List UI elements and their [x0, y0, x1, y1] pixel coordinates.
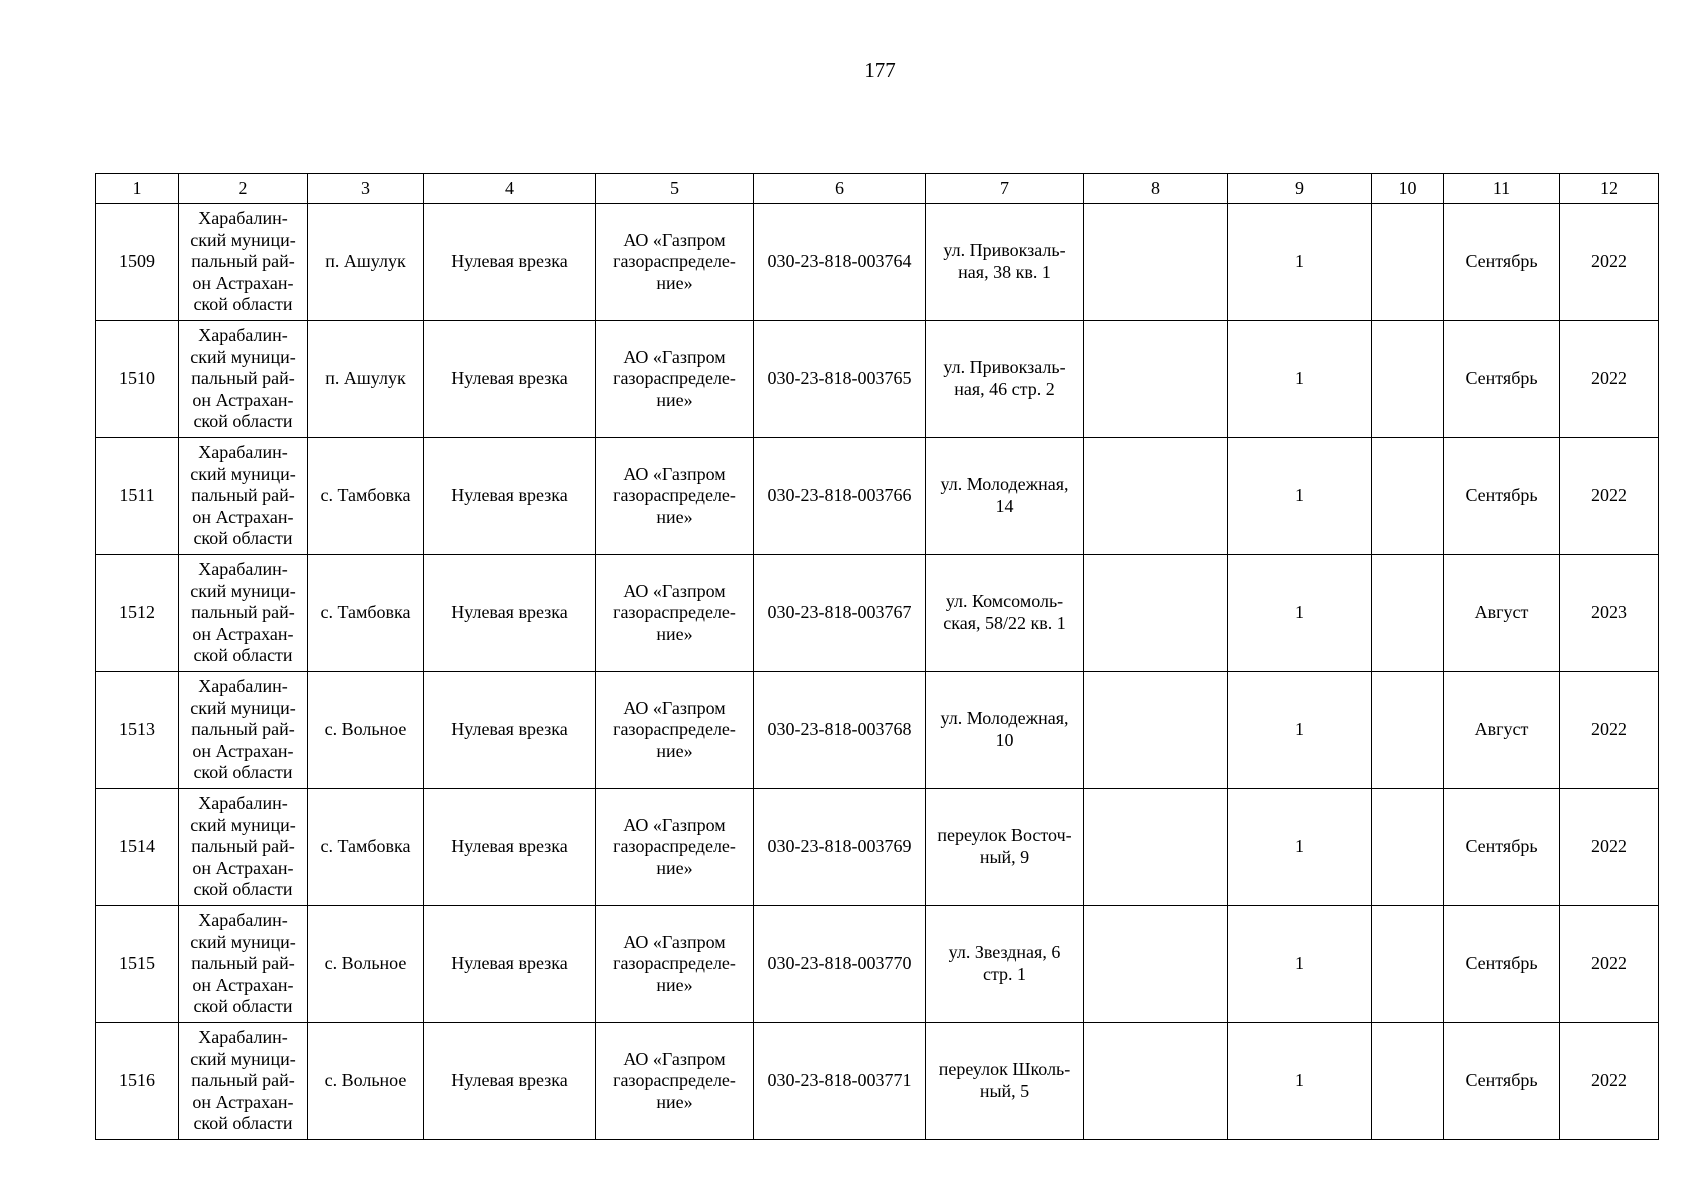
organization-cell — [596, 438, 754, 555]
district-cell — [179, 438, 308, 555]
connection-type-cell: Нулевая врезка — [424, 204, 596, 321]
district-cell-line: он Астрахан- — [192, 974, 294, 995]
row-number-cell: 1516 — [96, 1023, 179, 1140]
row-number-cell: 1513 — [96, 672, 179, 789]
district-cell-line: пальный рай- — [191, 251, 295, 272]
quantity-cell: 1 — [1228, 906, 1372, 1023]
connection-type-cell: Нулевая врезка — [424, 672, 596, 789]
district-cell-line: Харабалин- — [198, 910, 288, 931]
column-header-8: 8 — [1084, 174, 1228, 204]
header-row — [96, 174, 1659, 204]
district-cell-line: ской области — [193, 411, 293, 432]
organization-cell-line: ние» — [656, 740, 693, 761]
address-cell — [926, 438, 1084, 555]
column-8-cell — [1084, 789, 1228, 906]
district-cell-line: пальный рай- — [191, 836, 295, 857]
address-cell-line: ный, 5 — [979, 1081, 1030, 1101]
connection-type-cell: Нулевая врезка — [424, 789, 596, 906]
address-cell-line: ул. Комсомоль- — [945, 591, 1064, 612]
district-cell-line: ский муници- — [190, 814, 296, 835]
address-cell — [926, 789, 1084, 906]
organization-cell-line: газораспределе- — [613, 485, 736, 506]
month-cell: Август — [1444, 672, 1560, 789]
table-row — [96, 1023, 1659, 1140]
quantity-cell: 1 — [1228, 789, 1372, 906]
address-cell — [926, 906, 1084, 1023]
column-10-cell — [1372, 789, 1444, 906]
district-cell-line: Харабалин- — [198, 559, 288, 580]
organization-cell-line: ние» — [656, 857, 693, 878]
year-cell: 2022 — [1560, 321, 1659, 438]
organization-cell-line: ние» — [656, 1091, 693, 1112]
organization-cell-line: газораспределе- — [613, 953, 736, 974]
column-header-9: 9 — [1228, 174, 1372, 204]
organization-cell-line: АО «Газпром — [623, 346, 726, 367]
address-cell-line: ская, 58/22 кв. 1 — [943, 613, 1066, 633]
district-cell-line: пальный рай- — [191, 719, 295, 740]
address-cell-line: ул. Привокзаль- — [943, 357, 1066, 378]
address-cell-line: ул. Привокзаль- — [943, 240, 1066, 261]
address-cell-line: 14 — [995, 496, 1014, 516]
organization-cell-line: ние» — [656, 272, 693, 293]
object-code-cell: 030-23-818-003770 — [754, 906, 926, 1023]
district-cell-line: пальный рай- — [191, 485, 295, 506]
column-8-cell — [1084, 438, 1228, 555]
column-header-6: 6 — [754, 174, 926, 204]
object-code-cell: 030-23-818-003771 — [754, 1023, 926, 1140]
district-cell-line: ской области — [193, 762, 293, 783]
address-cell-line: 10 — [995, 730, 1014, 750]
district-cell — [179, 321, 308, 438]
district-cell-line: пальный рай- — [191, 1070, 295, 1091]
column-10-cell — [1372, 1023, 1444, 1140]
column-header-5: 5 — [596, 174, 754, 204]
year-cell: 2022 — [1560, 672, 1659, 789]
district-cell-line: он Астрахан- — [192, 1091, 294, 1112]
district-cell-line: ский муници- — [190, 1048, 296, 1069]
object-code-cell: 030-23-818-003767 — [754, 555, 926, 672]
month-cell: Сентябрь — [1444, 321, 1560, 438]
district-cell-line: ской области — [193, 528, 293, 549]
column-10-cell — [1372, 555, 1444, 672]
organization-cell-line: газораспределе- — [613, 602, 736, 623]
column-8-cell — [1084, 1023, 1228, 1140]
year-cell: 2022 — [1560, 204, 1659, 321]
organization-cell-line: газораспределе- — [613, 251, 736, 272]
month-cell: Сентябрь — [1444, 438, 1560, 555]
organization-cell-line: ние» — [656, 974, 693, 995]
month-cell: Сентябрь — [1444, 1023, 1560, 1140]
column-8-cell — [1084, 672, 1228, 789]
district-cell-line: ский муници- — [190, 229, 296, 250]
quantity-cell: 1 — [1228, 555, 1372, 672]
district-cell-line: ский муници- — [190, 580, 296, 601]
column-10-cell — [1372, 204, 1444, 321]
quantity-cell: 1 — [1228, 672, 1372, 789]
month-cell: Сентябрь — [1444, 204, 1560, 321]
column-header-10: 10 — [1372, 174, 1444, 204]
quantity-cell: 1 — [1228, 204, 1372, 321]
district-cell — [179, 672, 308, 789]
year-cell: 2022 — [1560, 789, 1659, 906]
organization-cell-line: АО «Газпром — [623, 1048, 726, 1069]
address-cell-line: переулок Восточ- — [937, 825, 1072, 846]
object-code-cell: 030-23-818-003764 — [754, 204, 926, 321]
object-code-cell: 030-23-818-003768 — [754, 672, 926, 789]
document-table — [95, 173, 1659, 1140]
address-cell-line: переулок Школь- — [938, 1059, 1071, 1080]
district-cell-line: ский муници- — [190, 346, 296, 367]
column-8-cell — [1084, 555, 1228, 672]
organization-cell — [596, 672, 754, 789]
month-cell: Сентябрь — [1444, 789, 1560, 906]
locality-cell: с. Вольное — [308, 1023, 424, 1140]
table-row — [96, 789, 1659, 906]
address-cell-line: ул. Звездная, 6 — [948, 942, 1061, 963]
organization-cell-line: АО «Газпром — [623, 931, 726, 952]
district-cell-line: ской области — [193, 645, 293, 666]
year-cell: 2022 — [1560, 906, 1659, 1023]
table-body — [96, 204, 1659, 1140]
connection-type-cell: Нулевая врезка — [424, 321, 596, 438]
year-cell: 2022 — [1560, 438, 1659, 555]
organization-cell-line: газораспределе- — [613, 368, 736, 389]
district-cell-line: Харабалин- — [198, 1027, 288, 1048]
address-cell — [926, 555, 1084, 672]
organization-cell-line: АО «Газпром — [623, 814, 726, 835]
column-header-2: 2 — [179, 174, 308, 204]
locality-cell: с. Вольное — [308, 906, 424, 1023]
row-number-cell: 1514 — [96, 789, 179, 906]
organization-cell — [596, 789, 754, 906]
column-10-cell — [1372, 321, 1444, 438]
district-cell-line: ской области — [193, 996, 293, 1017]
district-cell-line: ской области — [193, 294, 293, 315]
address-cell — [926, 204, 1084, 321]
address-cell-line: ный, 9 — [979, 847, 1030, 867]
organization-cell-line: АО «Газпром — [623, 580, 726, 601]
district-cell-line: Харабалин- — [198, 325, 288, 346]
row-number-cell: 1509 — [96, 204, 179, 321]
district-cell — [179, 906, 308, 1023]
district-cell-line: ский муници- — [190, 463, 296, 484]
district-cell-line: Харабалин- — [198, 793, 288, 814]
address-cell-line: стр. 1 — [982, 964, 1027, 984]
address-cell-line: ная, 46 стр. 2 — [954, 379, 1055, 399]
column-10-cell — [1372, 906, 1444, 1023]
district-cell-line: ский муници- — [190, 697, 296, 718]
organization-cell-line: АО «Газпром — [623, 229, 726, 250]
table-row — [96, 438, 1659, 555]
row-number-cell: 1510 — [96, 321, 179, 438]
address-cell-line: ул. Молодежная, — [940, 708, 1069, 729]
locality-cell: с. Тамбовка — [308, 789, 424, 906]
district-cell-line: ский муници- — [190, 931, 296, 952]
district-cell-line: Харабалин- — [198, 442, 288, 463]
table-row — [96, 555, 1659, 672]
district-cell-line: Харабалин- — [198, 676, 288, 697]
month-cell: Август — [1444, 555, 1560, 672]
organization-cell — [596, 204, 754, 321]
organization-cell-line: газораспределе- — [613, 719, 736, 740]
column-10-cell — [1372, 438, 1444, 555]
district-cell-line: он Астрахан- — [192, 857, 294, 878]
district-cell-line: пальный рай- — [191, 602, 295, 623]
row-number-cell: 1512 — [96, 555, 179, 672]
organization-cell-line: газораспределе- — [613, 836, 736, 857]
page-number: 177 — [864, 58, 896, 82]
address-cell — [926, 672, 1084, 789]
district-cell-line: пальный рай- — [191, 368, 295, 389]
quantity-cell: 1 — [1228, 1023, 1372, 1140]
quantity-cell: 1 — [1228, 321, 1372, 438]
column-header-11: 11 — [1444, 174, 1560, 204]
table-row — [96, 672, 1659, 789]
column-8-cell — [1084, 204, 1228, 321]
district-cell-line: он Астрахан- — [192, 623, 294, 644]
organization-cell — [596, 555, 754, 672]
locality-cell: с. Вольное — [308, 672, 424, 789]
year-cell: 2022 — [1560, 1023, 1659, 1140]
column-header-7: 7 — [926, 174, 1084, 204]
row-number-cell: 1511 — [96, 438, 179, 555]
locality-cell: п. Ашулук — [308, 321, 424, 438]
object-code-cell: 030-23-818-003766 — [754, 438, 926, 555]
district-cell-line: пальный рай- — [191, 953, 295, 974]
organization-cell-line: АО «Газпром — [623, 697, 726, 718]
table-header — [96, 174, 1659, 204]
district-cell-line: ской области — [193, 879, 293, 900]
column-header-3: 3 — [308, 174, 424, 204]
address-cell-line: ная, 38 кв. 1 — [958, 262, 1051, 282]
district-cell-line: он Астрахан- — [192, 389, 294, 410]
table-row — [96, 906, 1659, 1023]
locality-cell: п. Ашулук — [308, 204, 424, 321]
organization-cell-line: ние» — [656, 506, 693, 527]
column-10-cell — [1372, 672, 1444, 789]
column-header-1: 1 — [96, 174, 179, 204]
organization-cell-line: ние» — [656, 623, 693, 644]
organization-cell — [596, 321, 754, 438]
organization-cell-line: ние» — [656, 389, 693, 410]
district-cell — [179, 789, 308, 906]
district-cell — [179, 1023, 308, 1140]
district-cell-line: Харабалин- — [198, 208, 288, 229]
district-cell — [179, 204, 308, 321]
connection-type-cell: Нулевая врезка — [424, 555, 596, 672]
organization-cell — [596, 906, 754, 1023]
row-number-cell: 1515 — [96, 906, 179, 1023]
connection-type-cell: Нулевая врезка — [424, 906, 596, 1023]
object-code-cell: 030-23-818-003769 — [754, 789, 926, 906]
address-cell — [926, 1023, 1084, 1140]
quantity-cell: 1 — [1228, 438, 1372, 555]
district-cell — [179, 555, 308, 672]
district-cell-line: ской области — [193, 1113, 293, 1134]
table-row — [96, 321, 1659, 438]
column-8-cell — [1084, 321, 1228, 438]
connection-type-cell: Нулевая врезка — [424, 438, 596, 555]
locality-cell: с. Тамбовка — [308, 438, 424, 555]
district-cell-line: он Астрахан- — [192, 740, 294, 761]
table-row — [96, 204, 1659, 321]
address-cell-line: ул. Молодежная, — [940, 474, 1069, 495]
column-header-4: 4 — [424, 174, 596, 204]
organization-cell-line: АО «Газпром — [623, 463, 726, 484]
column-header-12: 12 — [1560, 174, 1659, 204]
object-code-cell: 030-23-818-003765 — [754, 321, 926, 438]
district-cell-line: он Астрахан- — [192, 506, 294, 527]
organization-cell — [596, 1023, 754, 1140]
district-cell-line: он Астрахан- — [192, 272, 294, 293]
month-cell: Сентябрь — [1444, 906, 1560, 1023]
year-cell: 2023 — [1560, 555, 1659, 672]
column-8-cell — [1084, 906, 1228, 1023]
connection-type-cell: Нулевая врезка — [424, 1023, 596, 1140]
organization-cell-line: газораспределе- — [613, 1070, 736, 1091]
locality-cell: с. Тамбовка — [308, 555, 424, 672]
address-cell — [926, 321, 1084, 438]
